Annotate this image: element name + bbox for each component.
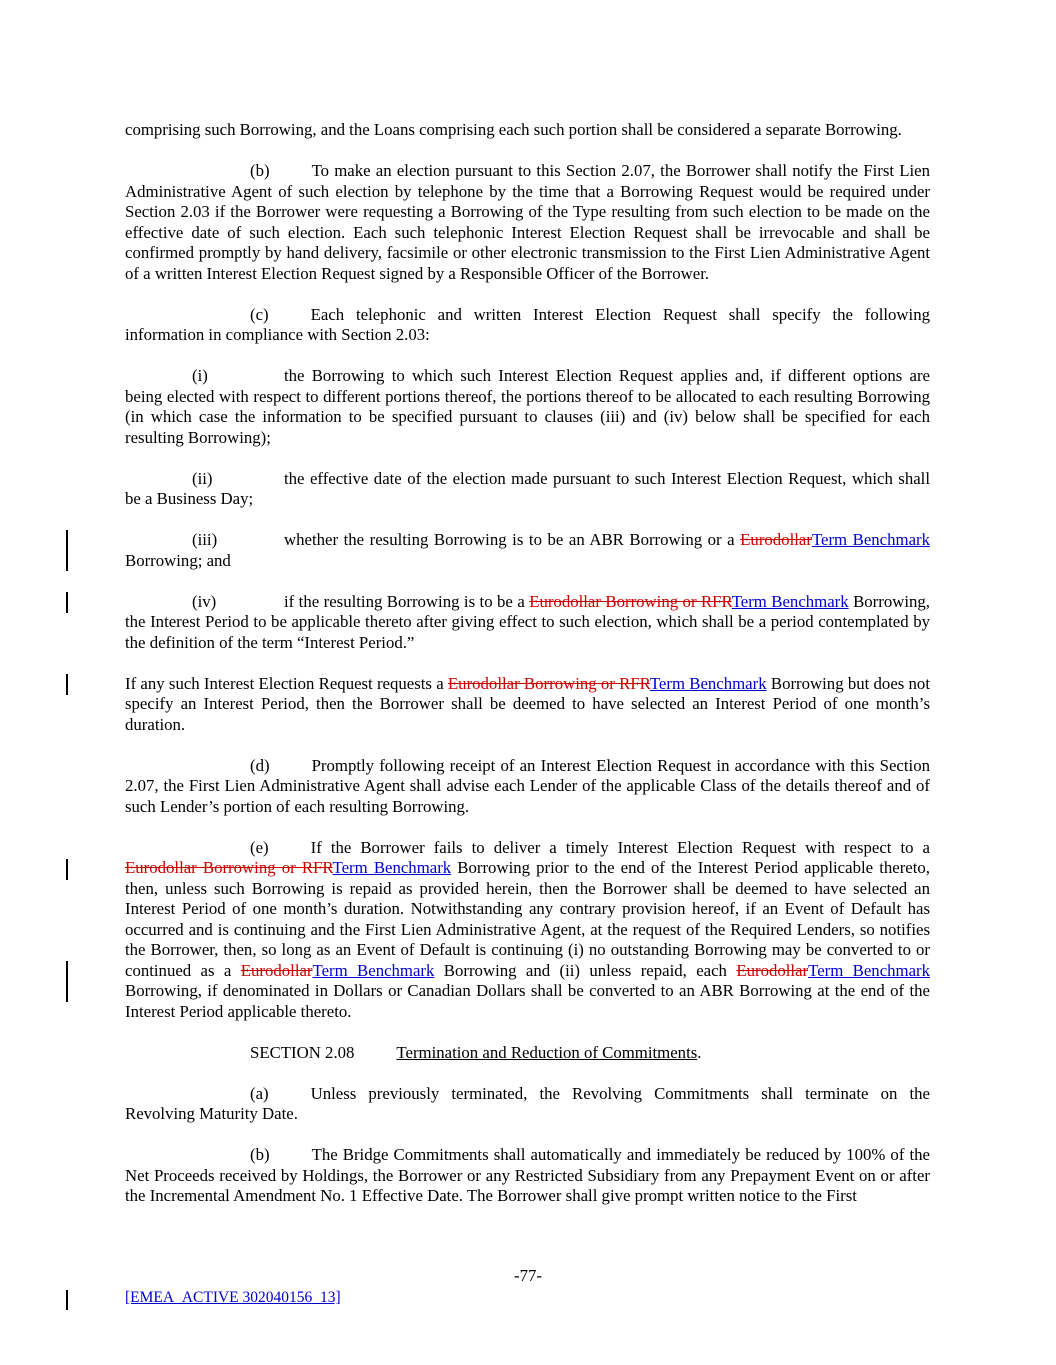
body-text: Promptly following receipt of an Interest Election Request in accordance with this Section 2.07, the First Lien Administrative Agent shall advise each Lender of the applicable Class of the details thereof and of such Lender’s portion of each resulting Borrowing.: [125, 755, 930, 816]
body-text: Borrowing, the Interest Period to be applicable thereto after giving effect to such election, which shall be a period contemplated by the definition of the term “Interest Period.”: [125, 591, 930, 652]
clause-i: [125, 366, 930, 448]
clause-ii: [125, 469, 930, 510]
clause-iii: [125, 530, 930, 571]
clause-label: (iii): [192, 530, 218, 549]
paragraph-b-2-08: [125, 1145, 930, 1207]
change-bar: [66, 961, 68, 1002]
inserted-text: Term Benchmark: [312, 960, 435, 980]
body-text: Borrowing, if denominated in Dollars or Canadian Dollars shall be converted to an ABR Borrowing at the end of the Interest Period applicable thereto.: [125, 981, 930, 1021]
body-text: Borrowing prior to the end of the Interest Period applicable thereto, then, unless such Borrowing is repaid as provided herein, then the Borrower shall be deemed to have selected an Interest Period of one month’s duration. Notwithstanding any contrary provision hereof, if an Event of Default has occurred and is continuing and the First Lien Administrative Agent, at the request of the Required Lenders, so notifies the Borrower, then, so long as an Event of Default is continuing (i) no outstanding Borrowing may be converted to or continued as a: [125, 858, 930, 980]
paragraph-label: (e): [250, 837, 269, 857]
body-text: if the resulting Borrowing is to be a: [284, 591, 530, 611]
body-text: If the Borrower fails to deliver a timely Interest Election Request with respect to a: [310, 837, 930, 857]
deleted-text: Eurodollar Borrowing or RFR: [447, 673, 650, 693]
paragraph-label: (b): [250, 161, 270, 180]
deleted-text: Eurodollar Borrowing or RFR: [529, 591, 732, 611]
paragraph-e-2-07: [125, 838, 930, 1023]
paragraph-if-any: [125, 674, 930, 736]
paragraph-continuation: [125, 120, 930, 141]
clause-label: (iv): [192, 591, 217, 611]
page-content: [125, 120, 930, 1227]
clause-label: (i): [192, 366, 208, 385]
body-text: the Borrowing to which such Interest Election Request applies and, if different options are being elected with respect to different portions thereof, the portions thereof to be allocated to each resulting Borrowing (in which case the information to be specified pursuant to clauses (iii) and (iv) below shall be specified for each resulting Borrowing);: [125, 366, 930, 447]
page-number: -77-: [514, 1266, 542, 1285]
paragraph-label: (c): [250, 304, 269, 324]
document-id-stamp: [EMEA_ACTIVE 302040156_13]: [125, 1289, 341, 1306]
body-text: .: [697, 1042, 702, 1062]
paragraph-d-2-07: [125, 756, 930, 818]
section-heading-2-08: [125, 1043, 930, 1064]
deleted-text: Eurodollar: [736, 960, 809, 980]
clause-iv: [125, 592, 930, 654]
body-text: the effective date of the election made pursuant to such Interest Election Request, which shall be a Business Day;: [125, 468, 930, 508]
change-bar: [66, 592, 68, 613]
inserted-text: Term Benchmark: [332, 858, 452, 877]
inserted-text: Term Benchmark: [811, 530, 931, 549]
body-text: Borrowing; and: [125, 550, 231, 570]
paragraph-label: (a): [250, 1083, 269, 1103]
body-text: If any such Interest Election Request requests a: [125, 673, 448, 693]
clause-label: (ii): [192, 468, 213, 488]
body-text: Borrowing but does not specify an Interest Period, then the Borrower shall be deemed to have selected an Interest Period of one month’s duration.: [125, 673, 930, 734]
body-text: whether the resulting Borrowing is to be an ABR Borrowing or a: [284, 530, 741, 549]
deleted-text: Eurodollar Borrowing or RFR: [125, 858, 333, 877]
change-bar: [66, 674, 68, 695]
paragraph-b-2-07: [125, 161, 930, 284]
body-text: The Bridge Commitments shall automatically and immediately be reduced by 100% of the Net Proceeds received by Holdings, the Borrower or any Restricted Subsidiary from any Prepayment Event on or after the Incremental Amendment No. 1 Effective Date. The Borrower shall give prompt written notice to the First: [125, 1145, 930, 1205]
body-text: To make an election pursuant to this Section 2.07, the Borrower shall notify the First Lien Administrative Agent of such election by telephone by the time that a Borrowing Request would be required under Section 2.03 if the Borrower were requesting a Borrowing of the Type resulting from such election to be made on the effective date of such election. Each such telephonic Interest Election Request shall be irrevocable and shall be confirmed promptly by hand delivery, facsimile or other electronic transmission to the First Lien Administrative Agent of a written Interest Election Request signed by a Responsible Officer of the Borrower.: [125, 161, 930, 283]
paragraph-label: (d): [250, 755, 270, 775]
body-text: Unless previously terminated, the Revolving Commitments shall terminate on the Revolving Maturity Date.: [125, 1083, 930, 1123]
section-title: Termination and Reduction of Commitments: [396, 1042, 698, 1062]
section-number: SECTION 2.08: [250, 1042, 355, 1062]
body-text: comprising such Borrowing, and the Loans comprising each such portion shall be considered a separate Borrowing.: [125, 120, 902, 139]
paragraph-a-2-08: [125, 1084, 930, 1125]
change-bar: [66, 859, 68, 880]
change-bar: [66, 530, 68, 571]
inserted-text: Term Benchmark: [649, 673, 767, 693]
change-bar: [66, 1290, 68, 1310]
deleted-text: Eurodollar: [240, 960, 313, 980]
deleted-text: Eurodollar: [740, 530, 812, 549]
inserted-text: Term Benchmark: [731, 591, 849, 611]
inserted-text: Term Benchmark: [808, 960, 931, 980]
body-text: Each telephonic and written Interest Election Request shall specify the following information in compliance with Section 2.03:: [125, 304, 930, 344]
paragraph-c-2-07: [125, 305, 930, 346]
body-text: Borrowing and (ii) unless repaid, each: [434, 960, 737, 980]
paragraph-label: (b): [250, 1145, 270, 1164]
